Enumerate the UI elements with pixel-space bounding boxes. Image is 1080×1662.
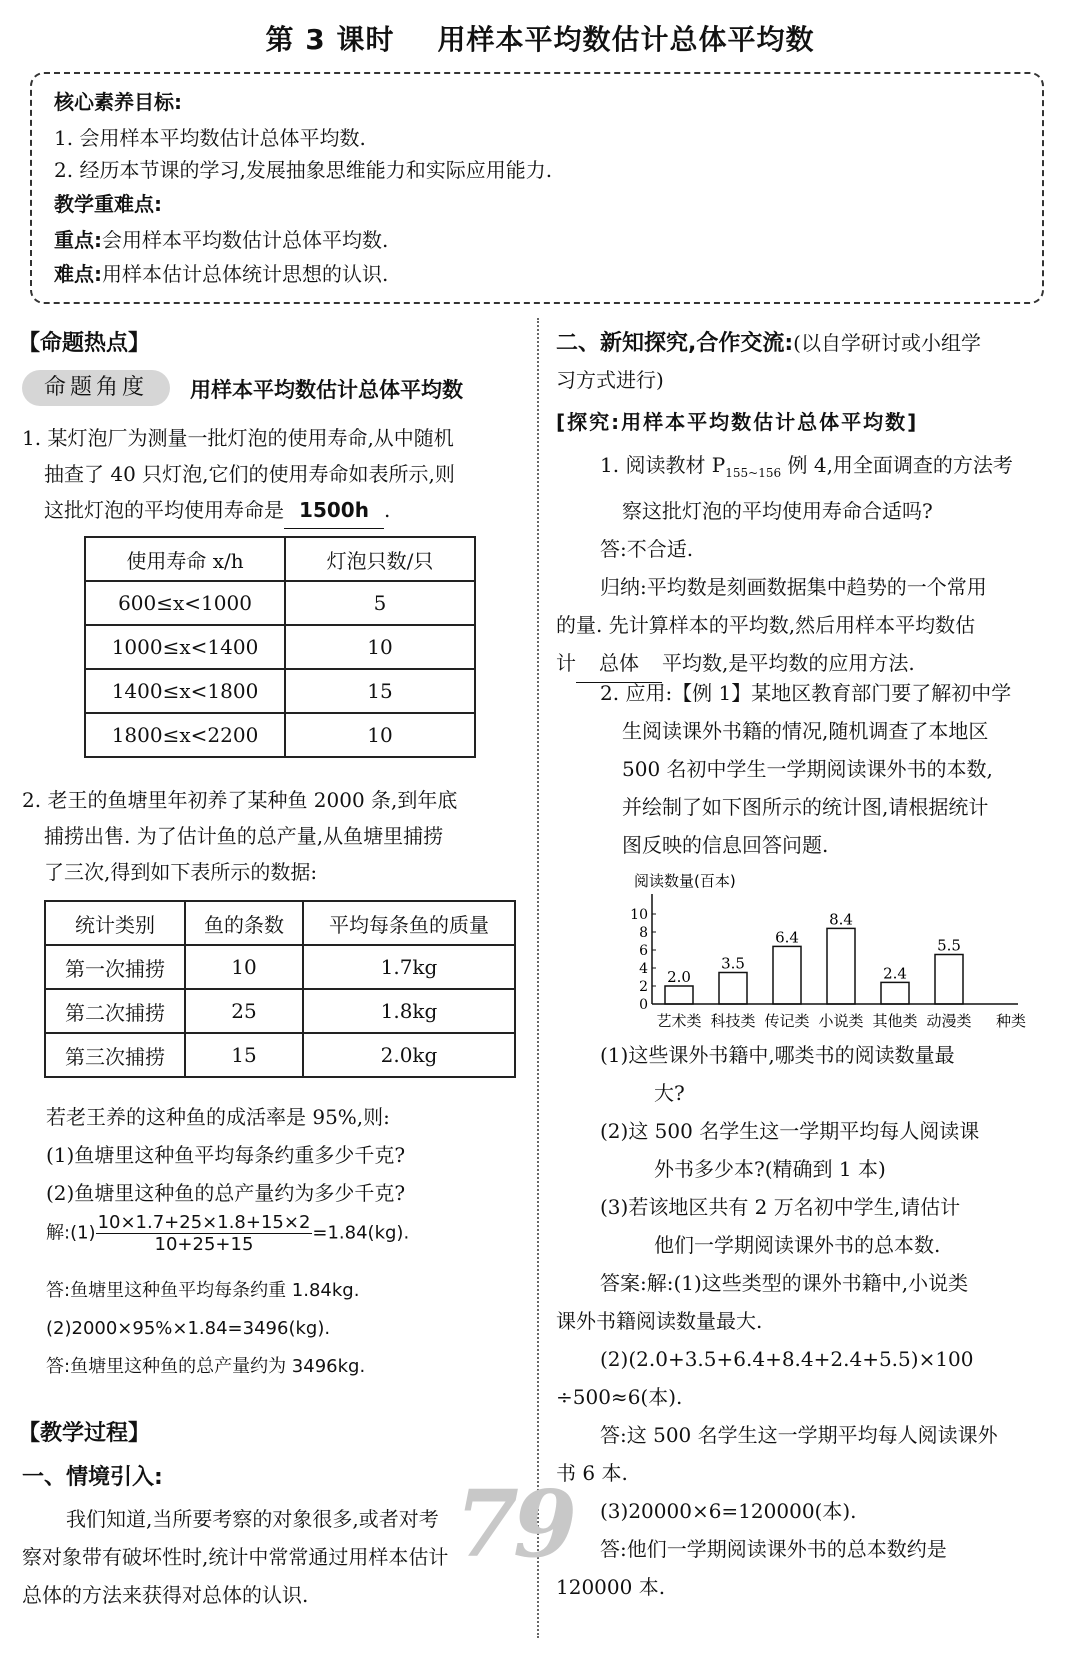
new-knowledge-heading: 二、新知探究,合作交流:(以自学研讨或小组学 <box>556 331 981 356</box>
bar-value-label: 6.4 <box>775 928 799 947</box>
example-questions: (1)这些课外书籍中,哪类书的阅读数量最 大? (2)这 500 名学生这一学期平均每人阅读课 外书多少本?(精确到 1 本) (3)若该地区共有 2 万名初中学生,请估计 他们一学期阅读课外书的总本数. <box>600 1043 980 1257</box>
category-label: 传记类 <box>764 1012 810 1030</box>
y-axis-label: 阅读数量(百本) <box>634 872 736 890</box>
column-divider <box>537 318 539 1638</box>
angle-tag: 命题角度 <box>22 370 170 406</box>
fish-table: 统计类别 鱼的条数 平均每条鱼的质量 第一次捕捞 10 1.7kg 第二次捕捞 25 1.8kg 第三次捕捞 15 2.0kg <box>44 900 516 1078</box>
category-label: 动漫类 <box>926 1012 972 1030</box>
key-point: 重点:会用样本平均数估计总体平均数. <box>54 228 389 252</box>
bar-value-label: 2.0 <box>667 968 691 986</box>
bar <box>719 973 747 1005</box>
goals-box <box>30 72 1044 304</box>
intro-heading: 一、情境引入: <box>22 1465 163 1490</box>
category-label: 其他类 <box>872 1012 918 1030</box>
hard-point: 难点:用样本估计总体统计思想的认识. <box>54 262 389 286</box>
bar-value-label: 5.5 <box>937 936 961 955</box>
question-2-parts: 若老王养的这种鱼的成活率是 95%,则: (1)鱼塘里这种鱼平均每条约重多少千克? (2)鱼塘里这种鱼的总产量约为多少千克? <box>46 1105 406 1205</box>
goals-heading: 核心素养目标: <box>54 90 182 114</box>
intro-text: 我们知道,当所要考察的对象很多,或者对考 察对象带有破坏性时,统计中常常通过用样本估计 总体的方法来获得对总体的认识. <box>22 1507 449 1607</box>
y-tick-label: 8 <box>639 925 648 941</box>
page-title: 第 3 课时 用样本平均数估计总体平均数 <box>265 23 815 56</box>
y-tick-label: 2 <box>639 979 648 995</box>
bar <box>827 928 855 1004</box>
goal-item: 1. 会用样本平均数估计总体平均数. <box>54 126 366 150</box>
page-number: 79 <box>455 1470 572 1578</box>
bar-value-label: 8.4 <box>829 910 853 929</box>
summary-blank: 总体 <box>576 644 662 683</box>
goal-item: 2. 经历本节课的学习,发展抽象思维能力和实际应用能力. <box>54 158 553 182</box>
key-points-heading: 教学重难点: <box>54 192 162 216</box>
process-heading: 【教学过程】 <box>18 1421 151 1446</box>
category-label: 科技类 <box>710 1012 756 1030</box>
solution-text: 答:鱼塘里这种鱼平均每条约重 1.84kg. (2)2000×95%×1.84=3496(kg). 答:鱼塘里这种鱼的总产量约为 3496kg. <box>46 1280 366 1377</box>
solution-formula: 解:(1) $\frac{10\times 1.7+25\times 1.8+15\times 2}{10+25+15}$ =1.84(kg). <box>46 1212 410 1255</box>
y-tick-label: 4 <box>639 961 648 977</box>
explore-item-1: 1. 阅读教材 $P_{155\sim 156}$ 例 4,用全面调查的方法考 察这批灯泡的平均使用寿命合适吗? 答:不合适. 归纳:平均数是刻画数据集中趋势的一个常用 的量. 先计算样本的平均数,然后用样本平均数估 计 总体 平均数,是平均数的应用方法. <box>556 446 1056 683</box>
example-answer: 答案:解:(1)这些类型的课外书籍中,小说类 课外书籍阅读数量最大. (2)(2.0+3.5+6.4+8.4+2.4+5.5)×100 ÷500≈6(本). 答:这 500 名学生这一学期平均每人阅读课外 书 6 本. (3)20000×6=120000(本). 答:他们一学期阅读课外书的总本数约是 120000 本. <box>556 1271 998 1599</box>
hot-heading: 【命题热点】 <box>18 331 151 356</box>
category-label: 小说类 <box>818 1012 864 1030</box>
reading-bar-chart <box>620 872 1060 1032</box>
y-tick-label: 6 <box>639 943 648 959</box>
x-axis-label: 种类 <box>996 1012 1027 1030</box>
example-1: 2. 应用:【例 1】某地区教育部门要了解初中学 生阅读课外书籍的情况,随机调查了本地区 500 名初中学生一学期阅读课外书的本数, 并绘制了如下图所示的统计图,请根据统计 图反映的信息回答问题. <box>600 681 1012 857</box>
heading-note: 习方式进行) <box>556 368 664 392</box>
bar <box>773 946 801 1004</box>
answer-blank: 1500h <box>284 492 384 529</box>
category-label: 艺术类 <box>656 1012 702 1030</box>
question-2: 2. 老王的鱼塘里年初养了某种鱼 2000 条,到年底 捕捞出售. 为了估计鱼的总产量,从鱼塘里捕捞 了三次,得到如下表所示的数据: <box>22 788 458 884</box>
bar <box>881 982 909 1004</box>
angle-text: 用样本平均数估计总体平均数 <box>190 378 463 402</box>
question-1: 1. 某灯泡厂为测量一批灯泡的使用寿命,从中随机 抽查了 40 只灯泡,它们的使用寿命如表所示,则 这批灯泡的平均使用寿命是 1500h . <box>22 420 455 529</box>
bar <box>665 986 693 1004</box>
y-tick-label: 10 <box>630 907 648 923</box>
bar-value-label: 2.4 <box>883 964 907 983</box>
y-tick-label: 0 <box>639 997 648 1013</box>
explore-title: [探究:用样本平均数估计总体平均数] <box>556 410 919 434</box>
bar <box>935 955 963 1005</box>
bar-value-label: 3.5 <box>721 954 745 973</box>
lifetime-table: 使用寿命 x/h 灯泡只数/只 600≤x<1000 5 1000≤x<1400 10 1400≤x<1800 15 1800≤x<2200 10 <box>84 536 476 758</box>
